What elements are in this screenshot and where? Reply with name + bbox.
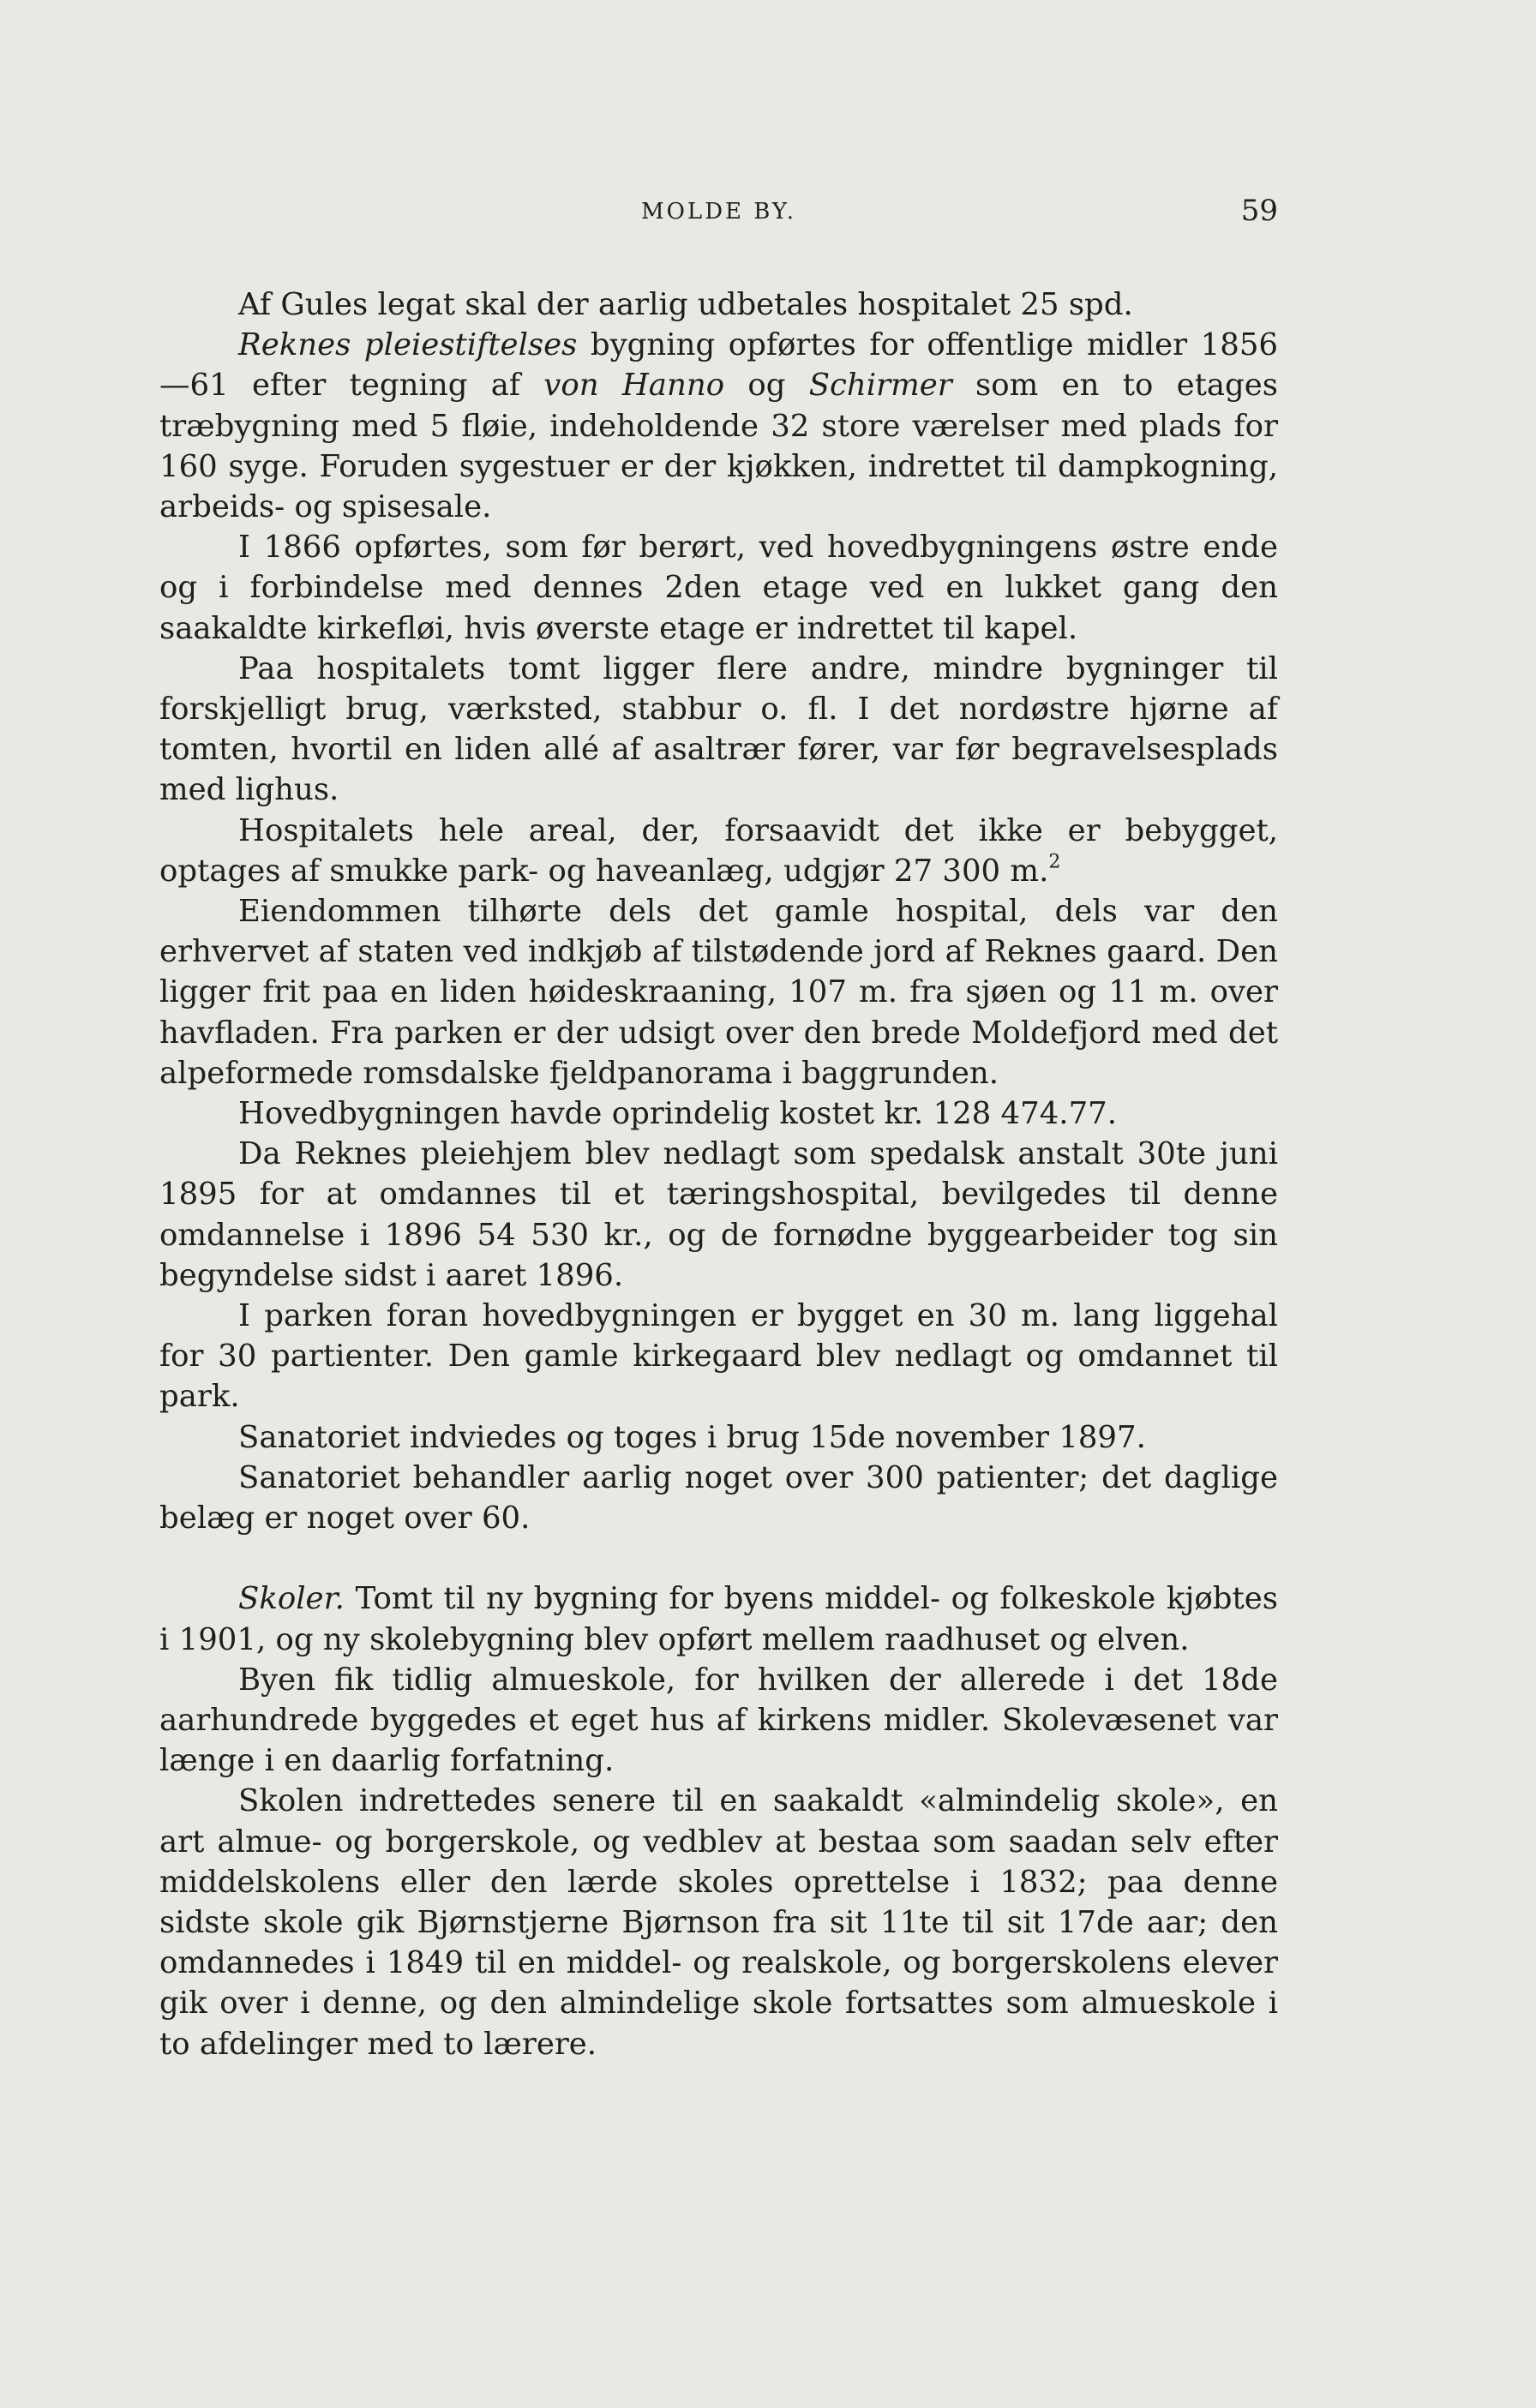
paragraph: Skolen indrettedes senere til en saakaldt «almindelig skole», en art almue- og borgerskole, og vedblev at bestaa som saadan selv efter middelskolens eller den lærde skoles oprettelse i 1832; paa denne sidste skole gik Bjørnstjerne Bjørnson fra sit 11te til sit 17de aar; den omdannedes i 1849 til en middel- og realskole, og borgerskolens elever gik over i denne, og den almindelige skole fortsattes som almueskole i to afdelinger med to lærere. xyxy=(159,1783,1278,2062)
superscript: 2 xyxy=(1048,851,1061,873)
section-heading: Skoler. xyxy=(238,1581,345,1617)
paragraph: I parken foran hovedbygningen er bygget en 30 m. lang liggehal for 30 partienter. Den gamle kirkegaard blev nedlagt og omdannet til park. xyxy=(159,1298,1278,1415)
italic-term: Reknes pleiestiftelses xyxy=(238,327,578,363)
page-header xyxy=(159,194,1278,242)
section-gap xyxy=(159,1538,1278,1578)
paragraph: Sanatoriet behandler aarlig noget over 300 patienter; det daglige belæg er noget over 60. xyxy=(159,1459,1278,1536)
page-number: 59 xyxy=(1240,194,1278,228)
paragraph: Reknes pleiestiftelses bygning opførtes for offentlige midler 1856—61 efter tegning af von Hanno og Schirmer som en to etages træbygning med 5 fløie, indeholdende 32 store værelser med plads for 160 syge. Foruden sygestuer er der kjøkken, indrettet til dampkogning, arbeids- og spisesale. xyxy=(159,327,1279,525)
paragraph: Af Gules legat skal der aarlig udbetales hospitalet 25 spd. xyxy=(238,287,1133,322)
paragraph: Hospitalets hele areal, der, forsaavidt det ikke er bebygget, optages af smukke park- og haveanlæg, udgjør 27 300 m.$^2$ xyxy=(159,812,1278,889)
paragraph: I 1866 opførtes, som før berørt, ved hovedbygningens østre ende og i forbindelse med dennes 2den etage ved en lukket gang den saakaldte kirkefløi, hvis øverste etage er indrettet til kapel. xyxy=(159,530,1278,646)
italic-name: Schirmer xyxy=(808,368,952,404)
paragraph: Byen fik tidlig almueskole, for hvilken der allerede i det 18de aarhundrede byggedes et eget hus af kirkens midler. Skolevæsenet var længe i en daarlig forfatning. xyxy=(159,1662,1278,1779)
paragraph: Eiendommen tilhørte dels det gamle hospital, dels var den erhvervet af staten ved indkjøb af tilstødende jord af Reknes gaard. Den ligger frit paa en liden høideskraaning, 107 m. fra sjøen og 11 m. over havfladen. Fra parken er der udsigt over den brede Moldefjord med det alpeformede romsdalske fjeldpanorama i baggrunden. xyxy=(159,894,1278,1091)
paragraph: Paa hospitalets tomt ligger flere andre, mindre bygninger til forskjelligt brug, værksted, stabbur o. fl. I det nordøstre hjørne af tomten, hvortil en liden allé af asaltrær fører, var før begravelsesplads med lighus. xyxy=(159,650,1278,808)
paragraph: Da Reknes pleiehjem blev nedlagt som spedalsk anstalt 30te juni 1895 for at omdannes til et tæringshospital, bevilgedes til denne omdannelse i 1896 54 530 kr., og de fornødne byggearbeider tog sin begyndelse sidst i aaret 1896. xyxy=(159,1136,1278,1293)
body-text xyxy=(159,285,1278,2064)
italic-name: von Hanno xyxy=(543,368,725,404)
paragraph: Skoler. Tomt til ny bygning for byens middel- og folkeskole kjøbtes i 1901, og ny skolebygning blev opført mellem raadhuset og elven. xyxy=(159,1581,1278,1657)
running-head: MOLDE BY. xyxy=(640,199,797,225)
paragraph: Sanatoriet indviedes og toges i brug 15de november 1897. xyxy=(238,1419,1146,1455)
paragraph: Hovedbygningen havde oprindelig kostet kr. 128 474.77. xyxy=(238,1096,1118,1132)
